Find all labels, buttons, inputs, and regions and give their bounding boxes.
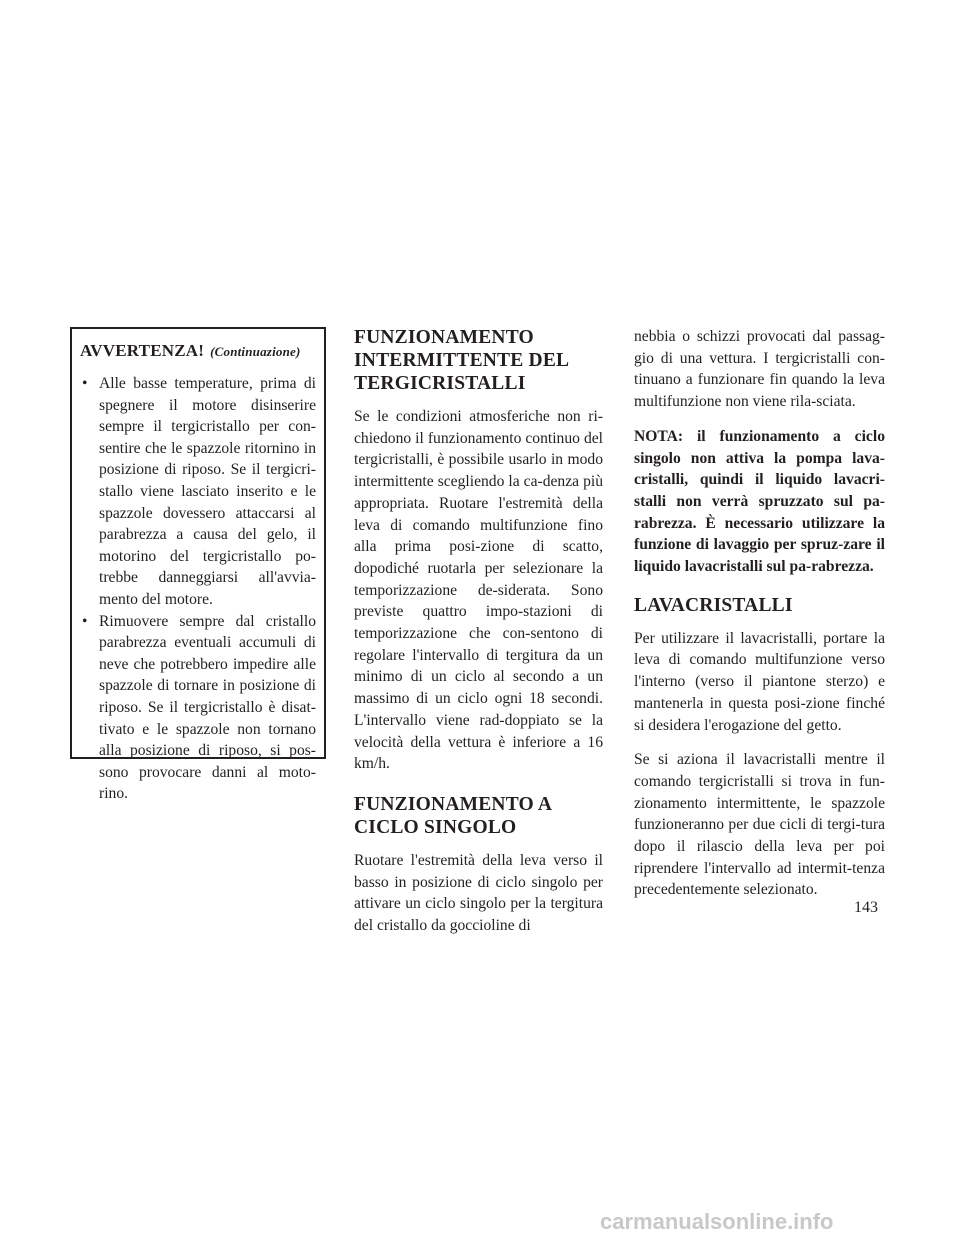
warning-item-text: Rimuovere sempre dal cristallo parabrezza eventuali accumuli di neve che potrebbero impedire alle spazzole di tornare in posizione di riposo. Se il tergicristallo è disat-tivato e le spazzole non tornano alla posizione di riposo, si pos-sono provocare danni al moto-rino. — [99, 612, 316, 803]
warning-continued: (Continuazione) — [210, 344, 301, 359]
bullet-icon: • — [82, 612, 88, 630]
note-single-cycle: NOTA: il funzionamento a ciclo singolo non attiva la pompa lava-cristalli, quindi il liquido lavacri-stalli non verrà spruzzato sul pa-rabrezza. È necessario utilizzare la funzione di lavaggio per spruz-zare il liquido lavacristalli sul pa-rabrezza. — [634, 427, 885, 576]
paragraph-intermittent: Se le condizioni atmosferiche non ri-chiedono il funzionamento continuo del tergicristalli, è possibile usarlo in modo intermittente scegliendo la ca-denza più appropriata. Ruotare l'estremità della leva di comando multifunzione fino alla prima posi-zione di scatto, dopodiché ruotarla per selezionare la temporizzazione de-siderata. Sono previste quattro impo-stazioni di temporizzazione che con-sentono di regolare l'intervallo di tergitura da un minimo di un ciclo al secondo a un massimo di un ciclo ogni 18 secondi. L'intervallo viene rad-doppiato se la velocità della vettura è inferiore a 16 km/h. — [354, 408, 603, 773]
warning-list — [80, 373, 324, 805]
heading-single-cycle: FUNZIONAMENTO A CICLO SINGOLO — [354, 793, 552, 838]
warning-item-text: Alle basse temperature, prima di spegnere il motore disinserire sempre il tergicristallo per con-sentire che le spazzole ritornino in posizione di riposo. Se il tergicri-stallo viene lasciato inserito e le spazzole dovessero attaccarsi al parabrezza a causa del gelo, il motorino del tergicristallo po-trebbe danneggiarsi all'avvia-mento del motore. — [99, 375, 316, 608]
middle-column — [354, 326, 603, 950]
warning-item — [80, 373, 316, 611]
paragraph-single-cycle: Ruotare l'estremità della leva verso il basso in posizione di ciclo singolo per attivare un ciclo singolo per la tergitura del cristallo da goccioline di — [354, 851, 603, 935]
heading-washer: LAVACRISTALLI — [634, 594, 793, 616]
watermark-logo: carmanualsonline.info — [600, 1209, 834, 1234]
warning-box — [70, 327, 326, 803]
page-number: 143 — [854, 899, 878, 916]
warning-title-text: AVVERTENZA! — [80, 341, 205, 360]
bullet-icon: • — [82, 375, 88, 392]
warning-item — [80, 611, 316, 805]
paragraph-washer-2: Se si aziona il lavacristalli mentre il comando tergicristalli si trova in fun-zionamento intermittente, le spazzole funzioneranno per due cicli di tergi-tura dopo il rilascio della leva per poi riprendere l'intervallo ad intermit-tenza precedentemente selezionato. — [634, 751, 885, 899]
heading-intermittent: FUNZIONAMENTO INTERMITTENTE DEL TERGICRISTALLI — [354, 327, 569, 394]
paragraph-washer-1: Per utilizzare il lavacristalli, portare la leva di comando multifunzione verso l'interno (verso il piantone sterzo) e mantenerla in questa posi-zione finché si desidera l'erogazione del getto. — [634, 629, 885, 734]
right-column — [634, 326, 885, 914]
paragraph-single-cycle-continued: nebbia o schizzi provocati dal passag-gio di una vettura. I tergicristalli con-tinuano a funzionare fin quando la leva multifunzione non viene rila-sciata. — [634, 328, 885, 411]
warning-title — [80, 341, 324, 361]
